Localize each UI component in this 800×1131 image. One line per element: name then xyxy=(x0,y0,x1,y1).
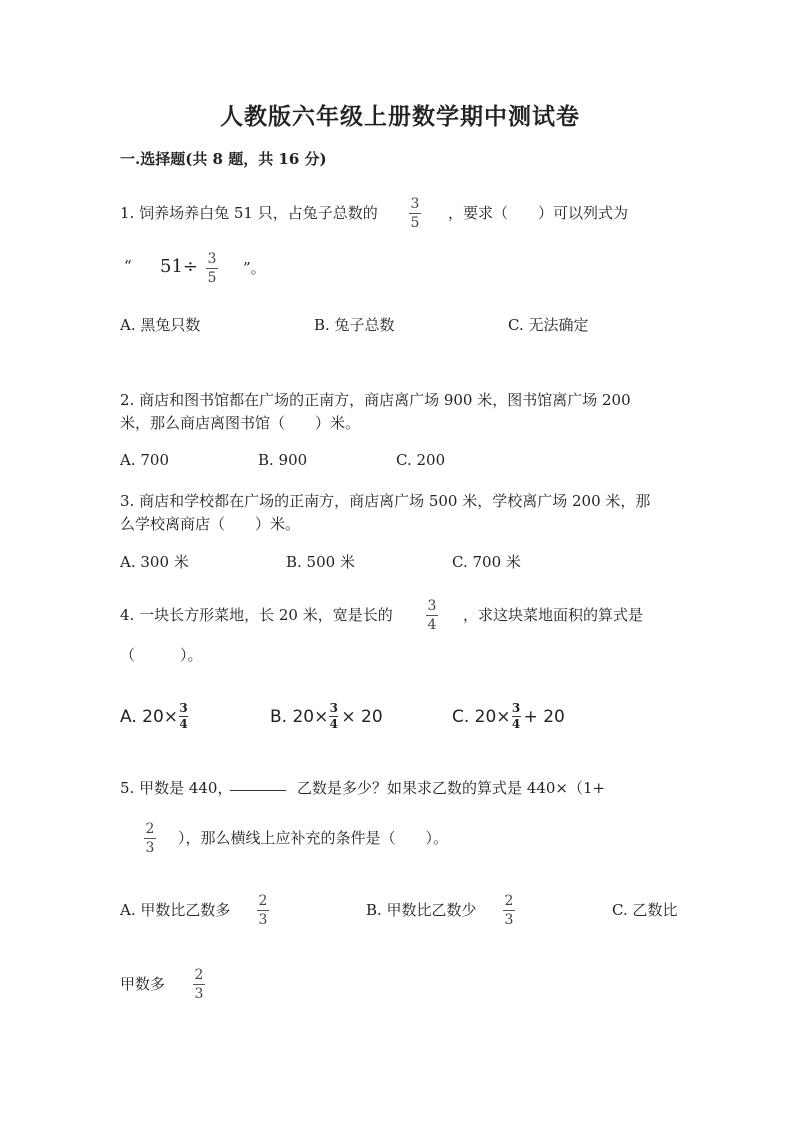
q4-option-a-prefix: A. 20× xyxy=(120,706,179,727)
q2-option-a[interactable]: A. 700 xyxy=(120,451,169,469)
section-heading: 一.选择题(共 8 题，共 16 分) xyxy=(120,150,327,168)
q4-option-b[interactable] xyxy=(270,702,383,731)
q4-option-c-prefix: C. 20× xyxy=(452,706,511,727)
q1-option-a[interactable]: A. 黑兔只数 xyxy=(120,316,201,334)
q4-option-c-suffix: + 20 xyxy=(523,706,565,727)
q4-text-after: ，求这块菜地面积的算式是 xyxy=(463,606,644,624)
q5-option-b-fraction xyxy=(503,893,515,928)
q5-text-before: 5. 甲数是 440， xyxy=(120,779,233,797)
q4-option-a[interactable] xyxy=(120,702,188,731)
q2-line-2: 米，那么商店离图书馆（ ）米。 xyxy=(120,414,361,432)
q1-text-before: 1. 饲养场养白兔 51 只，占兔子总数的 xyxy=(120,204,378,222)
q1-expr-fraction xyxy=(206,251,218,286)
q5-option-c-den: 3 xyxy=(194,986,204,1002)
q4-option-b-prefix: B. 20× xyxy=(270,706,329,727)
q5-option-a-num: 2 xyxy=(258,893,268,909)
q4-option-c-den: 4 xyxy=(511,717,521,731)
q5-option-a-fraction xyxy=(257,893,269,928)
q1-fraction xyxy=(409,196,421,231)
q4-option-b-fraction xyxy=(329,702,338,731)
q3-option-c[interactable]: C. 700 米 xyxy=(452,553,521,571)
q5-option-b-den: 3 xyxy=(504,912,514,928)
q1-option-b[interactable]: B. 兔子总数 xyxy=(314,316,395,334)
q4-option-c-fraction xyxy=(512,702,521,731)
q5-option-b-num: 2 xyxy=(504,893,514,909)
q4-text-before: 4. 一块长方形菜地，长 20 米，宽是长的 xyxy=(120,606,393,624)
q5-line-2: ），那么横线上应补充的条件是（ ）。 xyxy=(178,829,449,847)
q1-option-c[interactable]: C. 无法确定 xyxy=(508,316,589,334)
q3-option-b[interactable]: B. 500 米 xyxy=(286,553,355,571)
q4-option-b-suffix: × 20 xyxy=(341,706,383,727)
q2-line-1: 2. 商店和图书馆都在广场的正南方，商店离广场 900 米，图书馆离广场 200 xyxy=(120,391,631,409)
q4-line-2: （ ）。 xyxy=(120,646,203,664)
page-title: 人教版六年级上册数学期中测试卷 xyxy=(220,103,580,130)
q5-fraction xyxy=(144,821,156,856)
q5-option-c[interactable]: C. 乙数比 xyxy=(612,901,678,919)
q2-option-c[interactable]: C. 200 xyxy=(396,451,446,469)
q5-fraction-numerator: 2 xyxy=(145,821,155,837)
q4-option-a-den: 4 xyxy=(179,717,188,731)
q1-fraction-numerator: 3 xyxy=(410,196,420,212)
q4-fraction-denominator: 4 xyxy=(427,617,437,633)
q5-option-c-num: 2 xyxy=(194,967,204,983)
q4-option-b-den: 4 xyxy=(329,717,339,731)
q5-option-b[interactable]: B. 甲数比乙数少 xyxy=(366,901,477,919)
q4-fraction-numerator: 3 xyxy=(427,598,437,614)
q3-option-a[interactable]: A. 300 米 xyxy=(120,553,189,571)
q4-option-a-fraction xyxy=(179,702,188,731)
q1-text-after: ，要求（ ）可以列式为 xyxy=(448,204,629,222)
q5-option-c-continued: 甲数多 xyxy=(120,975,166,993)
q1-expr-denominator: 5 xyxy=(207,270,217,286)
q4-option-c[interactable] xyxy=(452,702,565,731)
q1-fraction-denominator: 5 xyxy=(410,215,420,231)
q1-open-quote: “ xyxy=(124,257,132,275)
q5-text-after: 乙数是多少？如果求乙数的算式是 440×（1+ xyxy=(297,779,606,797)
q4-option-c-num: 3 xyxy=(511,701,521,715)
q1-expression: 51÷ xyxy=(160,256,198,277)
q4-option-a-num: 3 xyxy=(179,701,188,715)
q3-line-1: 3. 商店和学校都在广场的正南方，商店离广场 500 米，学校离广场 200 米，那 xyxy=(120,492,651,510)
q5-blank-line[interactable] xyxy=(230,790,286,791)
q4-fraction xyxy=(426,598,438,633)
q1-expr-numerator: 3 xyxy=(207,251,217,267)
q5-fraction-denominator: 3 xyxy=(145,840,155,856)
q5-option-a[interactable]: A. 甲数比乙数多 xyxy=(120,901,231,919)
q4-option-b-num: 3 xyxy=(329,701,339,715)
q5-option-c-fraction xyxy=(193,967,205,1002)
q1-close-quote: ”。 xyxy=(243,259,266,277)
q2-option-b[interactable]: B. 900 xyxy=(258,451,308,469)
q5-option-a-den: 3 xyxy=(258,912,268,928)
q3-line-2: 么学校离商店（ ）米。 xyxy=(120,515,301,533)
